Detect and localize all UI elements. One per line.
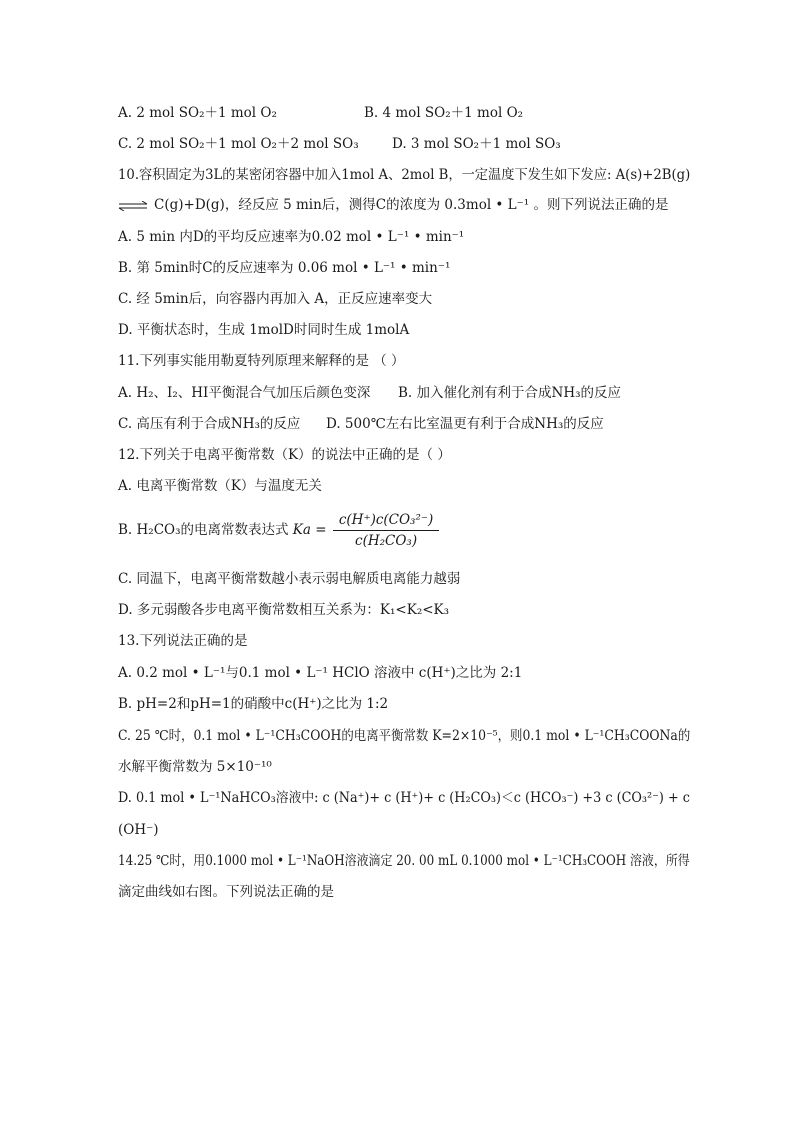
q12-option-c: C. 同温下，电离平衡常数越小表示弱电解质电离能力越弱 <box>118 571 461 587</box>
q14-stem-line2: 滴定曲线如右图。下列说法正确的是 <box>118 884 334 900</box>
q12-option-b <box>118 508 439 552</box>
q13-option-c-line2: 水解平衡常数为 5×10⁻¹⁰ <box>118 759 272 775</box>
q12-stem: 12.下列关于电离平衡常数（K）的说法中正确的是（ ） <box>118 447 451 463</box>
q11-option-a: A. H₂、I₂、HI平衡混合气加压后颜色变深 <box>118 385 371 401</box>
q12-option-b-prefix: B. H₂CO₃的电离常数表达式 <box>118 522 289 538</box>
q13-option-d-line2: (OH⁻) <box>118 822 159 838</box>
q11-option-d: D. 500℃左右比室温更有利于合成NH₃的反应 <box>326 416 604 432</box>
q10-stem-line1: 10.容积固定为3L的某密闭容器中加入1mol A、2mol B，一定温度下发生如下发应: A(s)+2B(g) <box>118 167 691 183</box>
q9-option-a: A. 2 mol SO₂＋1 mol O₂ <box>118 105 277 121</box>
q9-option-d: D. 3 mol SO₂＋1 mol SO₃ <box>392 136 561 152</box>
q10-option-b: B. 第 5min时C的反应速率为 0.06 mol • L⁻¹ • min⁻¹ <box>118 260 451 276</box>
q11-option-b: B. 加入催化剂有利于合成NH₃的反应 <box>398 385 622 401</box>
q10-option-a: A. 5 min 内D的平均反应速率为0.02 mol • L⁻¹ • min⁻¹ <box>118 229 465 245</box>
q12-option-b-ka: Ka = <box>292 522 327 538</box>
q10-option-c: C. 经 5min后，向容器内再加入 A，正反应速率变大 <box>118 291 433 307</box>
q14-stem-line1: 14.25 ℃时，用0.1000 mol • L⁻¹NaOH溶液滴定 20. 00 mL 0.1000 mol • L⁻¹CH₃COOH 溶液，所得 <box>118 853 690 869</box>
ka-fraction <box>333 510 439 551</box>
q13-option-d-line1: D. 0.1 mol • L⁻¹NaHCO₃溶液中: c (Na⁺)+ c (H⁺)+ c (H₂CO₃)＜c (HCO₃⁻) +3 c (CO₃²⁻) + c <box>118 790 690 806</box>
q13-option-c-line1: C. 25 ℃时，0.1 mol • L⁻¹CH₃COOH的电离平衡常数 K=2×10⁻⁵，则0.1 mol • L⁻¹CH₃COONa的 <box>118 728 691 744</box>
q11-option-c: C. 高压有利于合成NH₃的反应 <box>118 416 301 432</box>
q10-stem-line2 <box>118 196 668 214</box>
q10-option-d: D. 平衡状态时，生成 1molD时同时生成 1molA <box>118 322 410 338</box>
q13-option-a: A. 0.2 mol • L⁻¹与0.1 mol • L⁻¹ HClO 溶液中 c(H⁺)之比为 2:1 <box>118 665 523 681</box>
q12-option-a: A. 电离平衡常数（K）与温度无关 <box>118 478 322 494</box>
ka-denominator: c(H₂CO₃) <box>355 533 418 549</box>
equilibrium-arrow-icon <box>118 201 148 211</box>
q9-option-c: C. 2 mol SO₂＋1 mol O₂＋2 mol SO₃ <box>118 136 359 152</box>
q10-stem-line2-text: C(g)+D(g)，经反应 5 min后，测得C的浓度为 0.3mol • L⁻¹ 。则下列说法正确的是 <box>154 197 669 213</box>
ka-numerator: c(H⁺)c(CO₃²⁻) <box>338 512 434 528</box>
q11-stem: 11.下列事实能用勒夏特列原理来解释的是 （ ） <box>118 353 405 369</box>
q13-stem: 13.下列说法正确的是 <box>118 633 248 649</box>
q13-option-b: B. pH=2和pH=1的硝酸中c(H⁺)之比为 1:2 <box>118 696 389 712</box>
q9-option-b: B. 4 mol SO₂＋1 mol O₂ <box>364 105 524 121</box>
q12-option-d: D. 多元弱酸各步电离平衡常数相互关系为：K₁<K₂<K₃ <box>118 602 450 618</box>
